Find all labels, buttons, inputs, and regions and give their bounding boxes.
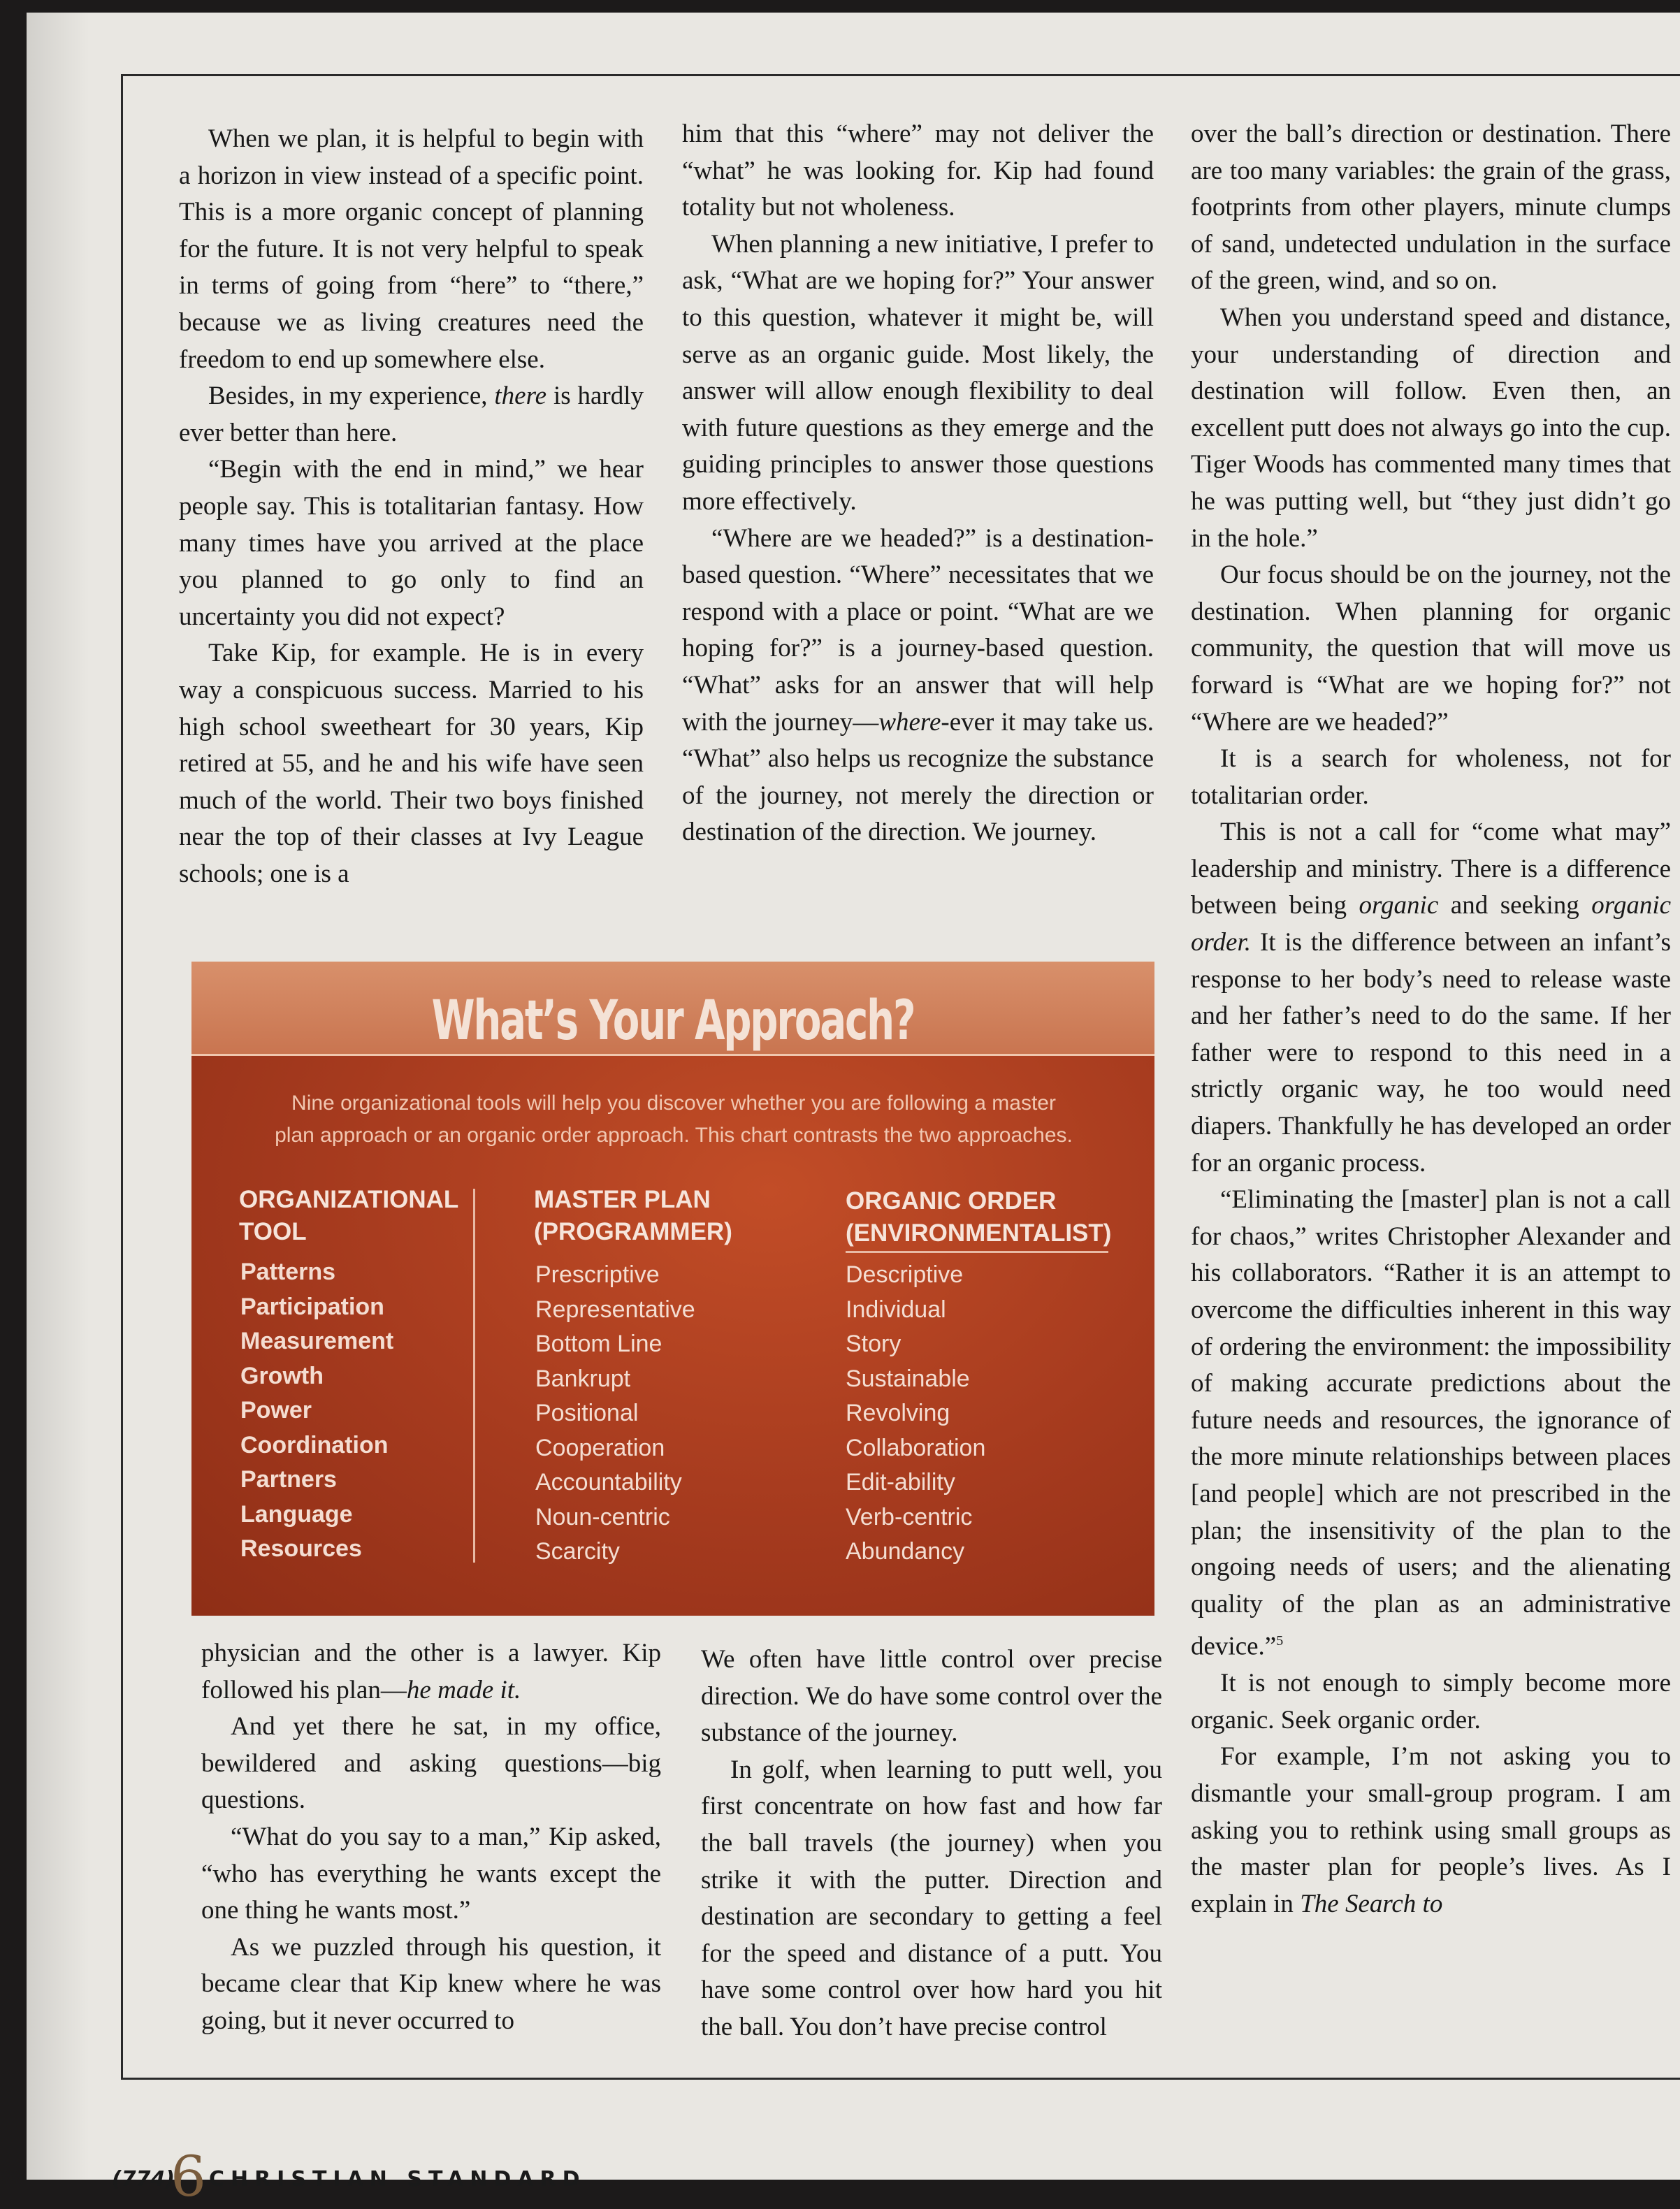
text-column-2-continued bbox=[701, 1642, 1162, 2046]
header-underline bbox=[846, 1251, 1108, 1253]
table-cell-organic: Abundancy bbox=[846, 1538, 965, 1565]
table-cell-tool: Measurement bbox=[240, 1328, 394, 1354]
table-cell-tool: Partners bbox=[240, 1466, 337, 1493]
text-column-3 bbox=[1191, 116, 1671, 1922]
paragraph: “Where are we headed?” is a destination-based question. “Where” necessitates that we respond with a place or point. “What are we hoping for?” is a journey-based question. “What” asks for an answer that will help with the journey—where-ever it may take us. “What” also helps us recognize the substance of the journey, not merely the direction or destination of the direction. We journey. bbox=[682, 523, 1154, 847]
footnote-marker: 5 bbox=[1276, 1633, 1284, 1649]
paragraph: “Begin with the end in mind,” we hear people say. This is totalitarian fantasy. How many times have you arrived at the place you planned to go only to find an uncertainty you did not expect? bbox=[179, 455, 644, 631]
table-cell-organic: Individual bbox=[846, 1296, 946, 1323]
paragraph: over the ball’s direction or destination. There are too many variables: the grain of the grass, footprints from other players, minute clumps of sand, undetected undulation in the surface of the green, wind, and so on. bbox=[1191, 119, 1671, 296]
magazine-page bbox=[27, 13, 1680, 2209]
table-cell-organic: Verb-centric bbox=[846, 1503, 973, 1530]
table-cell-master: Positional bbox=[535, 1400, 639, 1426]
paragraph: When we plan, it is helpful to begin with a horizon in view instead of a specific point. This is a more organic concept of planning for the future. It is not very helpful to speak in terms of going from “here” to “there,” because we as living creatures need the freedom to end up somewhere else. bbox=[179, 124, 644, 374]
paragraph: This is not a call for “come what may” leadership and ministry. There is a difference between being organic and seeking organic order. It is the difference between an infant’s response to her body’s need to release waste and her father’s need to do the same. If her father were to respond to this need in a strictly organic way, he too would need diapers. Thankfully he has developed an order for an organic process. bbox=[1191, 818, 1672, 1178]
column-header-organic-order: ORGANIC ORDER (ENVIRONMENTALIST) bbox=[846, 1187, 1112, 1247]
table-cell-master: Prescriptive bbox=[535, 1261, 660, 1288]
table-cell-master: Accountability bbox=[535, 1469, 682, 1495]
table-cell-tool: Growth bbox=[240, 1362, 324, 1389]
text-column-1 bbox=[179, 121, 644, 892]
column-header-master-plan: MASTER PLAN (PROGRAMMER) bbox=[534, 1186, 732, 1245]
text-column-1-continued bbox=[201, 1635, 661, 2040]
table-cell-tool: Participation bbox=[240, 1293, 384, 1320]
paragraph: Our focus should be on the journey, not the destination. When planning for organic community, the question that will move us forward is “What are we hoping for?” not “Where are we headed?” bbox=[1191, 560, 1671, 737]
table-cell-tool: Resources bbox=[240, 1535, 362, 1562]
issue-six-glyph: 6 bbox=[171, 2144, 206, 2209]
table-cell-master: Bankrupt bbox=[535, 1365, 631, 1392]
table-cell-master: Scarcity bbox=[535, 1538, 620, 1565]
table-cell-master: Noun-centric bbox=[535, 1503, 670, 1530]
sidebar-intro: Nine organizational tools will help you discover whether you are following a master plan approach or an organic order approach. This chart contrasts the two approaches. bbox=[275, 1092, 1073, 1147]
paragraph: “What do you say to a man,” Kip asked, “who has everything he wants except the one thing he wants most.” bbox=[201, 1822, 661, 1925]
paragraph: It is a search for wholeness, not for totalitarian order. bbox=[1191, 744, 1671, 810]
sidebar-header-band bbox=[191, 962, 1154, 1056]
paragraph: Take Kip, for example. He is in every way a conspicuous success. Married to his high school sweetheart for 30 years, Kip retired at 55, and he and his wife have seen much of the world. Their two boys finished near the top of their classes at Ivy League schools; one is a bbox=[179, 639, 644, 888]
approach-sidebar bbox=[191, 962, 1154, 1616]
table-cell-organic: Collaboration bbox=[846, 1434, 986, 1461]
paragraph: “Eliminating the [master] plan is not a call for chaos,” writes Christopher Alexander and his collaborators. “Rather it is an attempt to overcome the difficulties inherent in this way of ordering the environment: the impossibility of making accurate predictions about the future needs and resources, the ignorance of the more minute relationships between places [and people] which are not prescribed in the plan; the insensitivity of the plan to the ongoing needs of users; and the alienating quality of the plan as an administrative device.”$^5$ bbox=[1191, 1185, 1671, 1661]
paragraph: When you understand speed and distance, your understanding of direction and destination will follow. Even then, an excellent putt does not always go into the cup. Tiger Woods has commented many times that he was putting well, but “they just didn’t go in the hole.” bbox=[1191, 303, 1671, 553]
paragraph: We often have little control over precise direction. We do have some control over the substance of the journey. bbox=[701, 1645, 1162, 1748]
paragraph: As we puzzled through his question, it became clear that Kip knew where he was going, but it never occurred to bbox=[201, 1932, 661, 2035]
table-cell-tool: Coordination bbox=[240, 1431, 389, 1458]
magazine-masthead: CHRISTIAN STANDARD bbox=[208, 2167, 586, 2192]
table-cell-master: Representative bbox=[535, 1296, 695, 1323]
paragraph: In golf, when learning to putt well, you first concentrate on how fast and how far the ball travels (the journey) when you strike it with the putter. Direction and destination are secondary to getting a feel for the speed and distance of a putt. You have some control over how hard you hit the ball. You don’t have precise control bbox=[701, 1755, 1162, 2041]
paragraph: Besides, in my experience, there is hardly ever better than here. bbox=[179, 382, 644, 447]
paragraph: It is not enough to simply become more organic. Seek organic order. bbox=[1191, 1669, 1671, 1734]
table-cell-tool: Patterns bbox=[240, 1259, 336, 1285]
table-cell-tool: Language bbox=[240, 1500, 353, 1528]
text-column-2 bbox=[682, 116, 1154, 851]
table-cell-master: Bottom Line bbox=[535, 1331, 662, 1357]
master-plan-column bbox=[535, 1258, 695, 1570]
table-cell-organic: Revolving bbox=[846, 1400, 950, 1426]
paragraph: him that this “where” may not deliver the “what” he was looking for. Kip had found totality but not wholeness. bbox=[682, 119, 1154, 222]
page-number: (774) bbox=[112, 2167, 175, 2192]
table-cell-tool: Power bbox=[240, 1397, 312, 1424]
organic-order-column bbox=[846, 1258, 985, 1570]
column-divider bbox=[473, 1189, 475, 1563]
paragraph: When planning a new initiative, I prefer to ask, “What are we hoping for?” Your answer to this question, whatever it might be, will serve as an organic guide. Most likely, the answer will allow enough flexibility to deal with future questions as they emerge and the guiding principles to answer those questions more effectively. bbox=[682, 229, 1154, 516]
table-cell-organic: Descriptive bbox=[846, 1261, 964, 1288]
paragraph: And yet there he sat, in my office, bewildered and asking questions—big questions. bbox=[201, 1712, 661, 1815]
tool-column bbox=[240, 1255, 393, 1567]
paragraph: physician and the other is a lawyer. Kip followed his plan—he made it. bbox=[201, 1639, 661, 1704]
table-cell-organic: Sustainable bbox=[846, 1365, 970, 1392]
page-footer bbox=[112, 2134, 586, 2209]
table-cell-organic: Edit-ability bbox=[846, 1469, 955, 1495]
column-header-tool: ORGANIZATIONAL TOOL bbox=[239, 1186, 459, 1245]
table-cell-organic: Story bbox=[846, 1331, 901, 1357]
paragraph: For example, I’m not asking you to dismantle your small-group program. I am asking you to rethink using small groups as the master plan for people’s lives. As I explain in The Search to bbox=[1191, 1742, 1671, 1918]
table-cell-master: Cooperation bbox=[535, 1434, 665, 1461]
sidebar-title: What’s Your Approach? bbox=[431, 990, 915, 1052]
